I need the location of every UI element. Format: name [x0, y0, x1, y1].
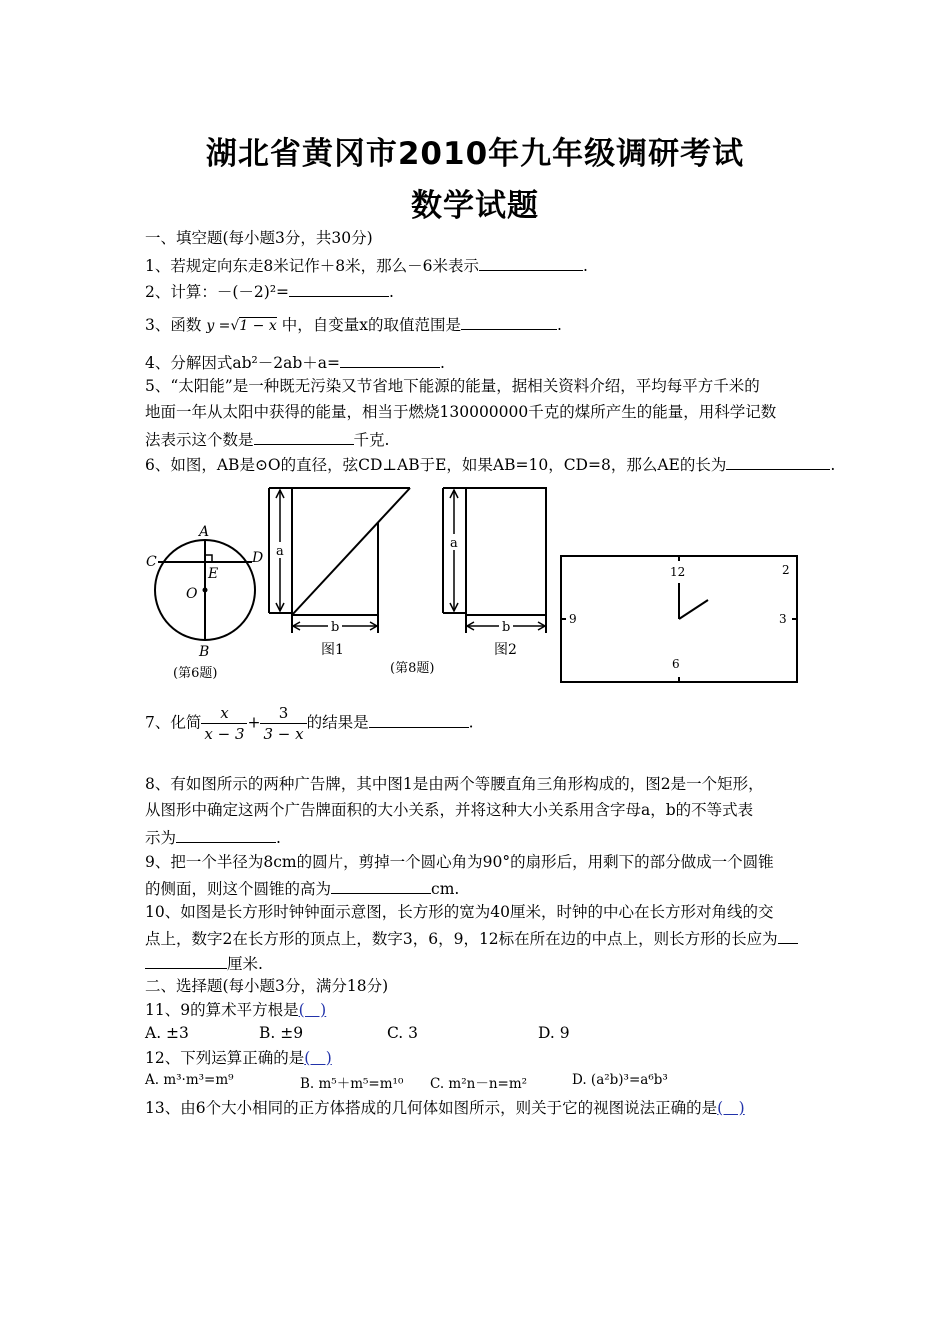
answer-blank	[176, 826, 276, 843]
answer-blank	[726, 453, 830, 470]
question-5-line1: 5、“太阳能”是一种既无污染又节省地下能源的能量，据相关资料介绍，平均每平方千米的	[145, 377, 760, 395]
q4-text: 4、分解因式ab²－2ab＋a=	[145, 354, 340, 372]
answer-blank	[369, 711, 469, 728]
answer-blank	[778, 927, 798, 944]
q7-text: 的结果是	[306, 713, 369, 732]
question-9-line1: 9、把一个半径为8cm的圆片，剪掉一个圆心角为90°的扇形后，用剩下的部分做成一个圆锥	[145, 853, 774, 871]
q2-text: 2、计算：－(－2)²=	[145, 283, 290, 301]
question-9-line2: 的侧面，则这个圆锥的高为 cm.	[145, 877, 459, 899]
answer-blank	[254, 428, 354, 445]
circle-center-dot	[203, 588, 208, 593]
q3-prefix: 3、函数	[145, 316, 202, 334]
q7-fraction-2: $\frac{3}{3 - x}$	[260, 703, 306, 744]
question-5-line2: 地面一年从太阳中获得的能量，相当于燃烧130000000千克的煤所产生的能量，用科学记数	[145, 403, 777, 421]
answer-blank	[331, 877, 431, 894]
q1-text: 1、若规定向东走8米记作＋8米，那么－6米表示	[145, 257, 479, 275]
q12-option-a: A. m³·m³=m⁹	[145, 1072, 234, 1088]
fig2-caption: 图2	[494, 642, 517, 658]
sqrt-icon: √	[230, 318, 240, 334]
question-6: 6、如图，AB是⊙O的直径，弦CD⊥AB于E，如果AB=10，CD=8，那么AE的长为 .	[145, 453, 835, 475]
question-10-line3: 厘米.	[145, 952, 263, 974]
clock-6: 6	[672, 657, 680, 671]
caption-q8: (第8题)	[390, 661, 435, 676]
figures-area	[0, 470, 950, 710]
question-10-line1: 10、如图是长方形时钟钟面示意图，长方形的宽为40厘米，时钟的中心在长方形对角线的交	[145, 903, 774, 921]
q7-prefix: 7、化简	[145, 713, 202, 732]
q12-option-c: C. m²n－n=m²	[430, 1076, 528, 1092]
label-A: A	[199, 524, 210, 540]
fig2-label-a: a	[450, 536, 458, 551]
question-2: 2、计算：－(－2)²= .	[145, 280, 394, 302]
question-3: 3、函数 y =√1 − x 中，自变量x的取值范围是 .	[145, 313, 562, 336]
section2-heading: 二、选择题(每小题3分，满分18分)	[145, 977, 389, 995]
q11-option-a: A. ±3	[145, 1024, 189, 1042]
question-8-line3: 示为 .	[145, 826, 281, 848]
q12-option-d: D. (a²b)³=a⁶b³	[572, 1072, 668, 1088]
q11-option-b: B. ±9	[259, 1024, 304, 1042]
question-8-line1: 8、有如图所示的两种广告牌，其中图1是由两个等腰直角三角形构成的，图2是一个矩形，	[145, 775, 764, 793]
q12-option-b: B. m⁵＋m⁵=m¹⁰	[300, 1076, 404, 1092]
question-1: 1、若规定向东走8米记作＋8米，那么－6米表示 .	[145, 254, 588, 276]
question-11: 11、9的算术平方根是( )	[145, 1001, 327, 1019]
clock-3: 3	[779, 612, 787, 626]
question-4: 4、分解因式ab²－2ab＋a= .	[145, 351, 445, 373]
fig1-label-b: b	[331, 620, 340, 635]
label-O: O	[186, 586, 198, 602]
answer-blank	[461, 313, 557, 330]
q6-text: 6、如图，AB是⊙O的直径，弦CD⊥AB于E，如果AB=10，CD=8，那么AE的长为	[145, 456, 727, 474]
answer-blank	[145, 952, 227, 969]
clock-12: 12	[670, 565, 686, 579]
fig2-label-b: b	[502, 620, 511, 635]
answer-blank	[479, 254, 583, 271]
fig1-caption: 图1	[321, 642, 344, 658]
label-C: C	[146, 554, 157, 570]
question-12: 12、下列运算正确的是( )	[145, 1049, 332, 1067]
answer-blank	[340, 351, 440, 368]
q3-text: 中，自变量x的取值范围是	[281, 316, 461, 334]
page-subtitle: 数学试题	[411, 188, 539, 224]
answer-blank	[289, 280, 389, 297]
clock-2: 2	[782, 563, 790, 577]
figure-1	[269, 488, 410, 633]
question-13: 13、由6个大小相同的正方体搭成的几何体如图所示，则关于它的视图说法正确的是( )	[145, 1099, 745, 1117]
q7-fraction-1: $\frac{x}{x - 3}$	[201, 703, 247, 744]
q3-formula-y: y =	[206, 318, 231, 334]
page-title: 湖北省黄冈市2010年九年级调研考试	[205, 136, 745, 172]
fig1-label-a: a	[276, 544, 284, 559]
q11-option-d: D. 9	[538, 1024, 570, 1042]
question-7: 7、化简 $\frac{x}{x - 3}$ + $\frac{3}{3 - x}$ 的结果是 .	[145, 704, 474, 743]
label-B: B	[199, 644, 210, 660]
label-D: D	[252, 550, 264, 566]
question-10-line2: 点上，数字2在长方形的顶点上，数字3，6，9，12标在所在边的中点上，则长方形的长应为	[145, 927, 798, 949]
figure-2	[443, 488, 546, 633]
label-E: E	[208, 566, 219, 582]
q11-option-c: C. 3	[387, 1024, 419, 1042]
clock-9: 9	[569, 612, 577, 626]
question-8-line2: 从图形中确定这两个广告牌面积的大小关系，并将这种大小关系用含字母a，b的不等式表	[145, 801, 754, 819]
caption-q6: (第6题)	[173, 666, 218, 681]
q3-formula-rad: 1 − x	[239, 318, 277, 334]
question-5-line3: 法表示这个数是 千克.	[145, 428, 389, 450]
section1-heading: 一、填空题(每小题3分，共30分)	[145, 229, 373, 247]
